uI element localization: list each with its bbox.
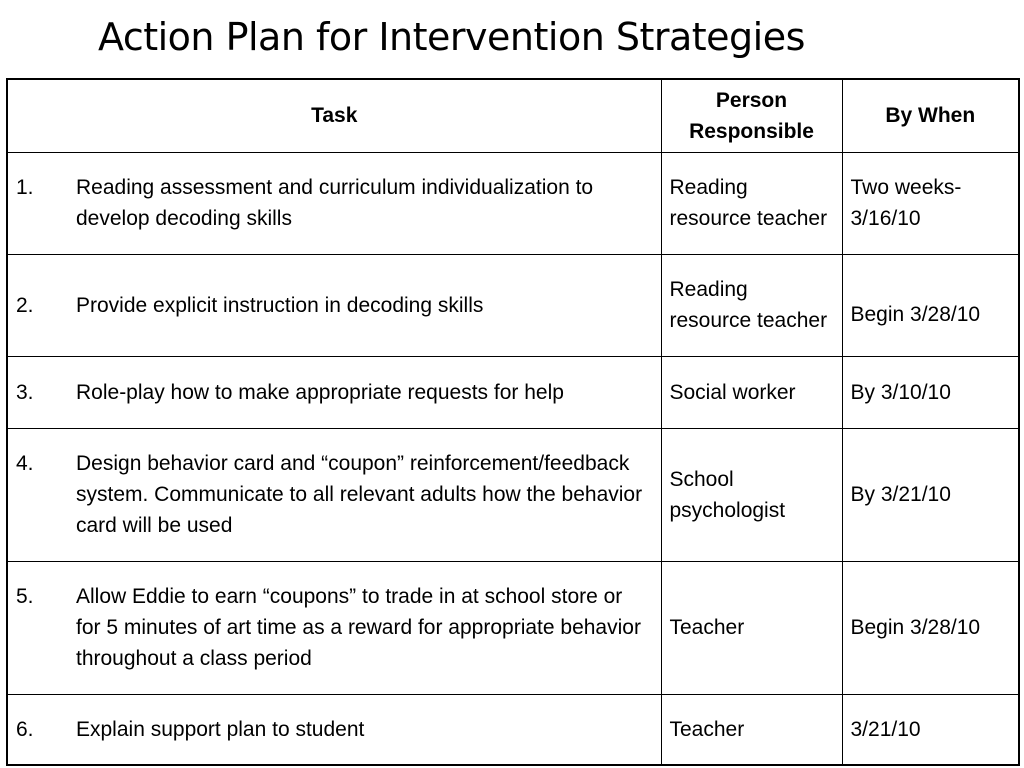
task-number: 1. bbox=[16, 176, 34, 199]
task-cell bbox=[7, 356, 661, 428]
task-cell bbox=[7, 561, 661, 694]
table-row bbox=[7, 152, 1019, 254]
person-cell: Social worker bbox=[661, 356, 842, 428]
person-cell: Teacher bbox=[661, 561, 842, 694]
person-cell: Teacher bbox=[661, 694, 842, 765]
task-number: 3. bbox=[16, 380, 34, 404]
task-text: Provide explicit instruction in decoding skills bbox=[76, 293, 484, 317]
when-cell: By 3/21/10 bbox=[842, 428, 1019, 561]
person-cell: Reading resource teacher bbox=[661, 152, 842, 254]
table-row bbox=[7, 428, 1019, 561]
task-cell bbox=[7, 254, 661, 356]
header-row bbox=[7, 79, 1019, 152]
page-title: Action Plan for Intervention Strategies bbox=[98, 15, 805, 59]
action-plan-table bbox=[6, 78, 1020, 766]
table-row bbox=[7, 254, 1019, 356]
person-cell: Reading resource teacher bbox=[661, 254, 842, 356]
task-cell bbox=[7, 694, 661, 765]
task-cell bbox=[7, 152, 661, 254]
task-text: Explain support plan to student bbox=[76, 717, 365, 741]
when-cell: Begin 3/28/10 bbox=[842, 561, 1019, 694]
task-number: 4. bbox=[16, 452, 34, 475]
task-cell bbox=[7, 428, 661, 561]
task-text: Design behavior card and “coupon” reinforcement/feedback system. Communicate to all relevant adults how the behavior card will be used bbox=[76, 452, 643, 537]
task-text: Allow Eddie to earn “coupons” to trade in at school store or for 5 minutes of art time as a reward for appropriate behavior throughout a class period bbox=[76, 585, 641, 670]
task-number: 5. bbox=[16, 585, 34, 608]
table-row bbox=[7, 356, 1019, 428]
task-text: Role-play how to make appropriate requests for help bbox=[76, 380, 564, 404]
task-text: Reading assessment and curriculum individualization to develop decoding skills bbox=[76, 176, 594, 230]
header-task: Task bbox=[7, 79, 661, 152]
when-cell: Two weeks- 3/16/10 bbox=[842, 152, 1019, 254]
task-number: 6. bbox=[16, 717, 34, 741]
when-cell: 3/21/10 bbox=[842, 694, 1019, 765]
header-person-responsible: Person Responsible bbox=[661, 79, 842, 152]
when-cell: Begin 3/28/10 bbox=[842, 254, 1019, 356]
person-cell: School psychologist bbox=[661, 428, 842, 561]
header-by-when: By When bbox=[842, 79, 1019, 152]
task-number: 2. bbox=[16, 293, 34, 317]
table-row bbox=[7, 561, 1019, 694]
when-cell: By 3/10/10 bbox=[842, 356, 1019, 428]
table-row bbox=[7, 694, 1019, 765]
